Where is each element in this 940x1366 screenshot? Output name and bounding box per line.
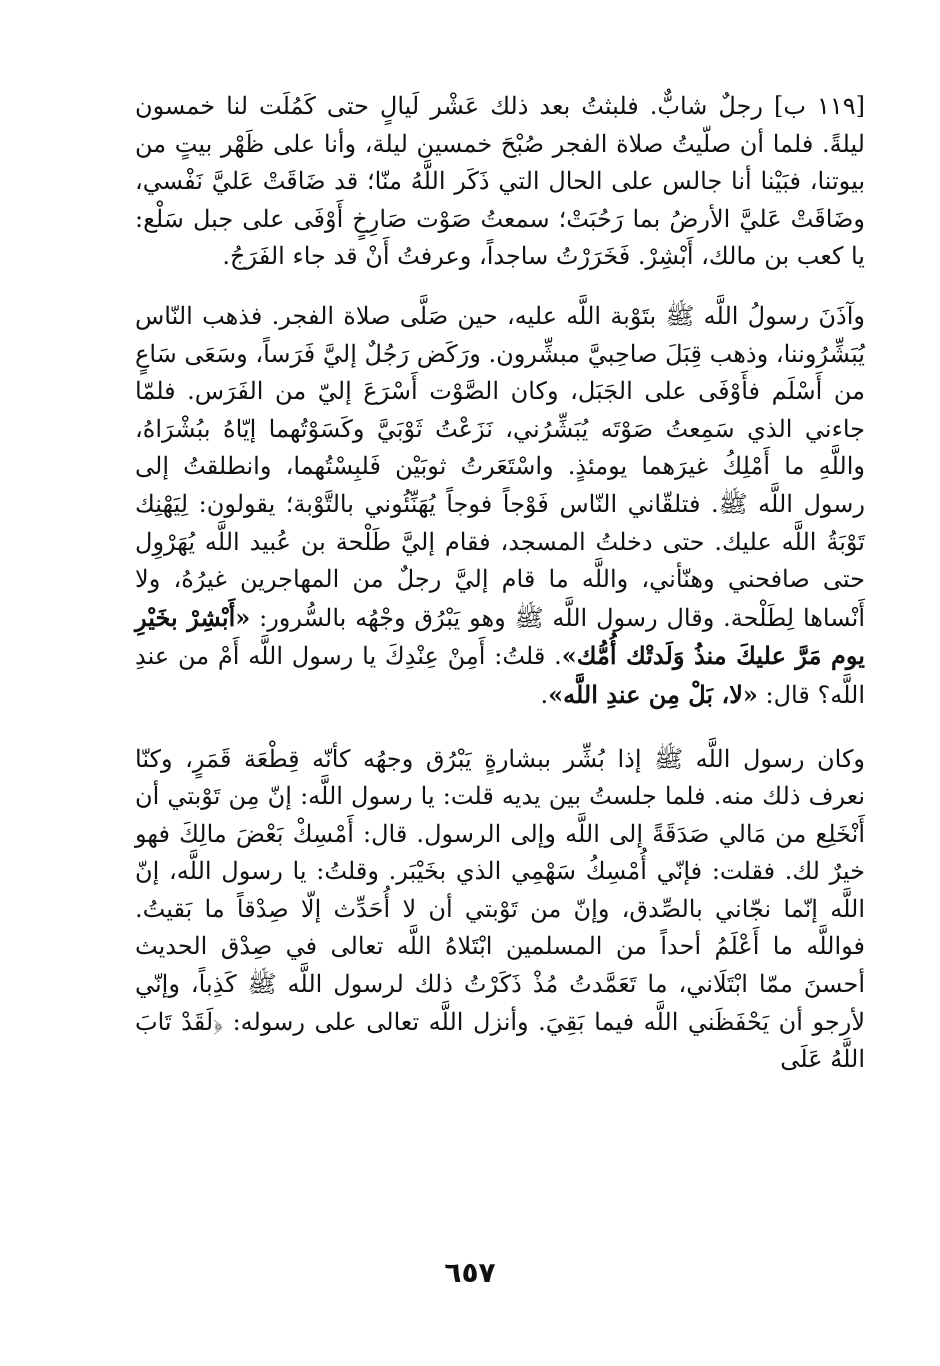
paragraph-3-text-before: وكان رسول اللَّه ﷺ إذا بُشِّر ببشارةٍ يَبْرُق وجهُه كأنّه قِطْعَة قَمَرٍ، وكنّا نعرف ذلك منه. فلما جلستُ بين يديه قلت: يا رسول اللَّه: إنّ مِن تَوْبتي أن أَنْخَلِع من مَالي صَدَقَةً إلى اللَّه وإلى الرسول. قال: أَمْسِكْ بَعْضَ مالِكَ فهو خيرٌ لك. فقلت: فإنّي أُمْسِكُ سَهْمِي الذي بخَيْبَر. وقلتُ: يا رسول اللَّه، إنّ اللَّه إنّما نجّاني بالصِّدق، وإنّ من تَوْبتي أن لا أُحَدِّث إلّا صِدْقاً ما بَقيتُ. فواللَّه ما أَعْلَمُ أحداً من المسلمين ابْتَلاهُ اللَّه تعالى في صِدْق الحديث أحسنَ ممّا ابْتَلَاني، ما تَعَمَّدتُ مُذْ ذَكَرْتُ ذلك لرسول اللَّه ﷺ كَذِباً، وإنّي لأرجو أن يَحْفَظَني اللَّه فيما بَقِيَ. وأنزل اللَّه تعالى على رسوله: bbox=[135, 744, 866, 1036]
quran-verse: ﴿لَقَدْ تَابَ اللَّهُ عَلَى bbox=[135, 1007, 865, 1074]
paragraph-2-text-after: . bbox=[540, 680, 549, 709]
page-number: ٦٥٧ bbox=[444, 1256, 496, 1289]
hadith-quote-2: «لا، بَلْ مِن عندِ اللَّه» bbox=[548, 679, 758, 709]
paragraph-2-text-before: وآذَنَ رسولُ اللَّه ﷺ بتَوْبة اللَّه عليه، حين صَلَّى صلاة الفجر. فذهب النّاس يُبَشِّرُوننا، وذهب قِبَلَ صاحِبيَّ مبشِّرون. ورَكَض رَجُلٌ إليَّ فَرَساً، وسَعَى سَاعٍ من أَسْلَم فأَوْفَى على الجَبَل، وكان الصَّوْت أَسْرَعَ إليّ من الفَرَس. فلمّا جاءني الذي سَمِعتُ صَوْتَه يُبَشِّرُني، نَزَعْتُ ثَوْبَيَّ وكَسَوْتُهما إيّاهُ ببُشْرَاهُ، واللَّهِ ما أَمْلِكُ غيرَهما يومئذٍ. واسْتَعَرتُ ثوبَيْن فَلبِسْتُهما، وانطلقتُ إلى رسول اللَّه ﷺ. فتلقّاني النّاس فَوْجاً فوجاً يُهَنِّئُوني بالتَّوْبة؛ يقولون: لِيَهْنِك تَوْبَةُ اللَّه عليك. حتى دخلتُ المسجد، فقام إليَّ طَلْحة بن عُبيد اللَّه يُهَرْوِل حتى صافحني وهنّأني، واللَّه ما قام إليَّ رجلٌ من المهاجرين غيرُهُ، ولا أَنْساها لِطَلْحة. وقال رسول اللَّه ﷺ وهو يَبْرُق وجْهُه بالسُّرور: bbox=[135, 301, 866, 632]
paragraph-2-text-middle: . قلتُ: أَمِنْ عِنْدِكَ يا رسول اللَّه أَمْ من عندِ اللَّه؟ قال: bbox=[135, 642, 865, 709]
paragraph-2 bbox=[135, 298, 865, 715]
paragraph-3 bbox=[135, 741, 865, 1079]
page-body bbox=[135, 88, 865, 1079]
paragraph-1 bbox=[135, 88, 865, 276]
hadith-quote-1: «أَبْشِرْ بخَيْرِ يوم مَرَّ عليكَ منذُ وَلَدتْك أُمُّك» bbox=[135, 602, 865, 671]
paragraph-1-text: [١١٩ ب] رجلٌ شابٌّ. فلبثتُ بعد ذلك عَشْر لَيالٍ حتى كَمُلَت لنا خمسون ليلةً. فلما أن صلّيتُ صلاة الفجر صُبْحَ خمسين ليلة، وأنا على ظَهْر بيتٍ من بيوتنا، فبَيْنا أنا جالس على الحال التي ذَكَر اللَّهُ منّا؛ قد ضَاقَتْ عَليَّ نَفْسي، وضَاقَتْ عَليَّ الأرضُ بما رَحُبَتْ؛ سمعتُ صَوْت صَارِخٍ أَوْفَى على جبل سَلْع: يا كعب بن مالك، أَبْشِرْ. فَخَرَرْتُ ساجداً، وعرفتُ أَنْ قد جاء الفَرَجُ. bbox=[135, 92, 865, 271]
